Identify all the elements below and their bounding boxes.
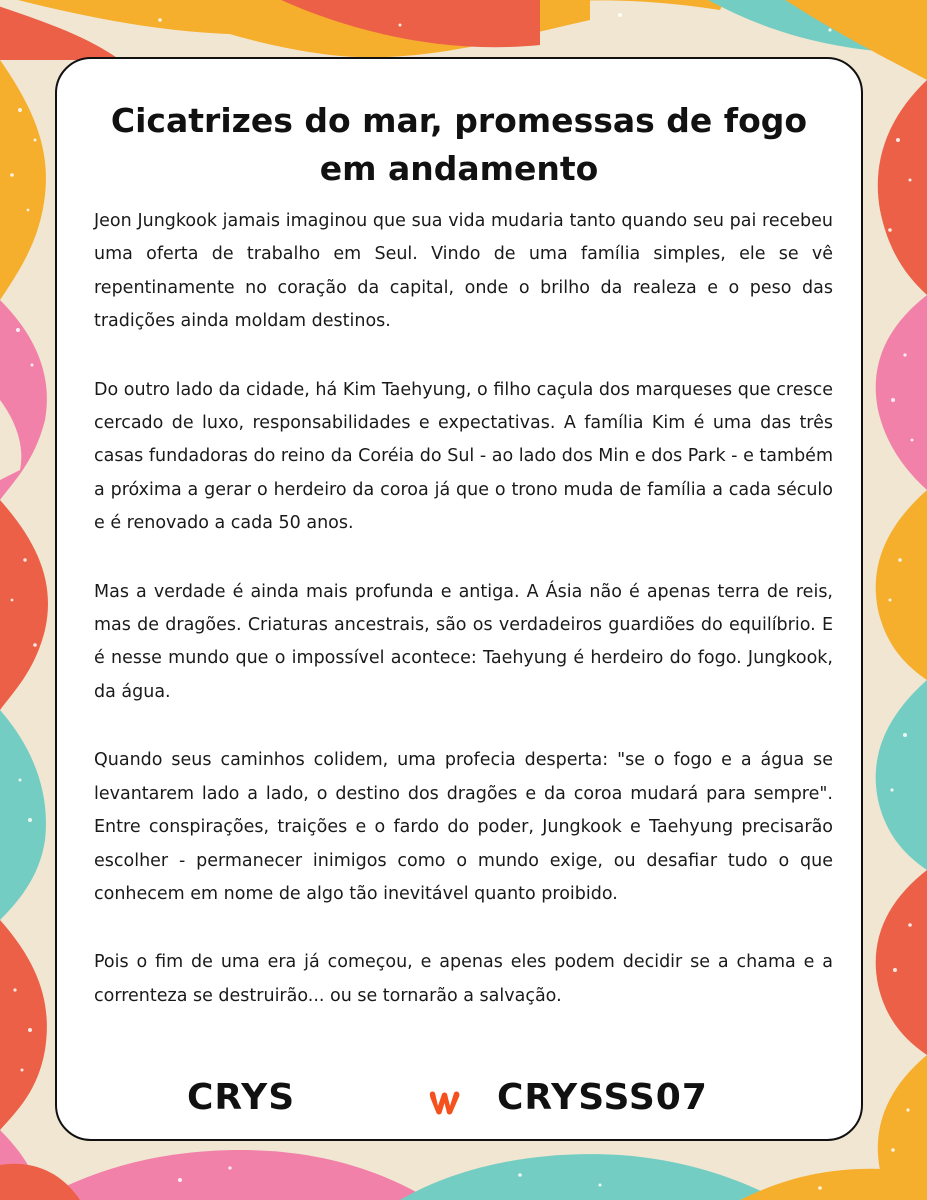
paragraph-5: Pois o fim de uma era já começou, e apenas eles podem decidir se a chama e a correnteza se destruirão... ou se tornarão a salvação. <box>94 952 833 1006</box>
page-title: Cicatrizes do mar, promessas de fogo em andamento <box>110 101 808 188</box>
author-name: CRYS <box>187 1077 296 1118</box>
signature-row <box>57 1077 865 1137</box>
wattpad-handle[interactable]: CRYSSS07 <box>497 1077 708 1118</box>
content-card <box>55 57 863 1141</box>
synopsis-body <box>94 205 833 1048</box>
paragraph-3: Mas a verdade é ainda mais profunda e antiga. A Ásia não é apenas terra de reis, mas de dragões. Criaturas ancestrais, são os verdadeiros guardiões do equilíbrio. E é nesse mundo que o impossível acontece: Taehyung é herdeiro do fogo. Jungkook, da água. <box>94 581 833 702</box>
wattpad-icon <box>427 1083 463 1119</box>
paragraph-2: Do outro lado da cidade, há Kim Taehyung, o filho caçula dos marqueses que cresce cercado de luxo, responsabilidades e expectativas. A família Kim é uma das três casas fundadoras do reino da Coréia do Sul - ao lado dos Min e dos Park - e também a próxima a gerar o herdeiro da coroa já que o trono muda de família a cada século e é renovado a cada 50 anos. <box>94 379 833 534</box>
paragraph-4: Quando seus caminhos colidem, uma profecia desperta: "se o fogo e a água se levantarem lado a lado, o destino dos dragões e da coroa mudará para sempre". Entre conspirações, traições e o fardo do poder, Jungkook e Taehyung precisarão escolher - permanecer inimigos como o mundo exige, ou desafiar tudo o que conhecem em nome de algo tão inevitável quanto proibido. <box>94 750 833 904</box>
paragraph-1: Jeon Jungkook jamais imaginou que sua vida mudaria tanto quando seu pai recebeu uma oferta de trabalho em Seul. Vindo de uma família simples, ele se vê repentinamente no coração da capital, onde o brilho da realeza e o peso das tradições ainda moldam destinos. <box>94 211 833 332</box>
